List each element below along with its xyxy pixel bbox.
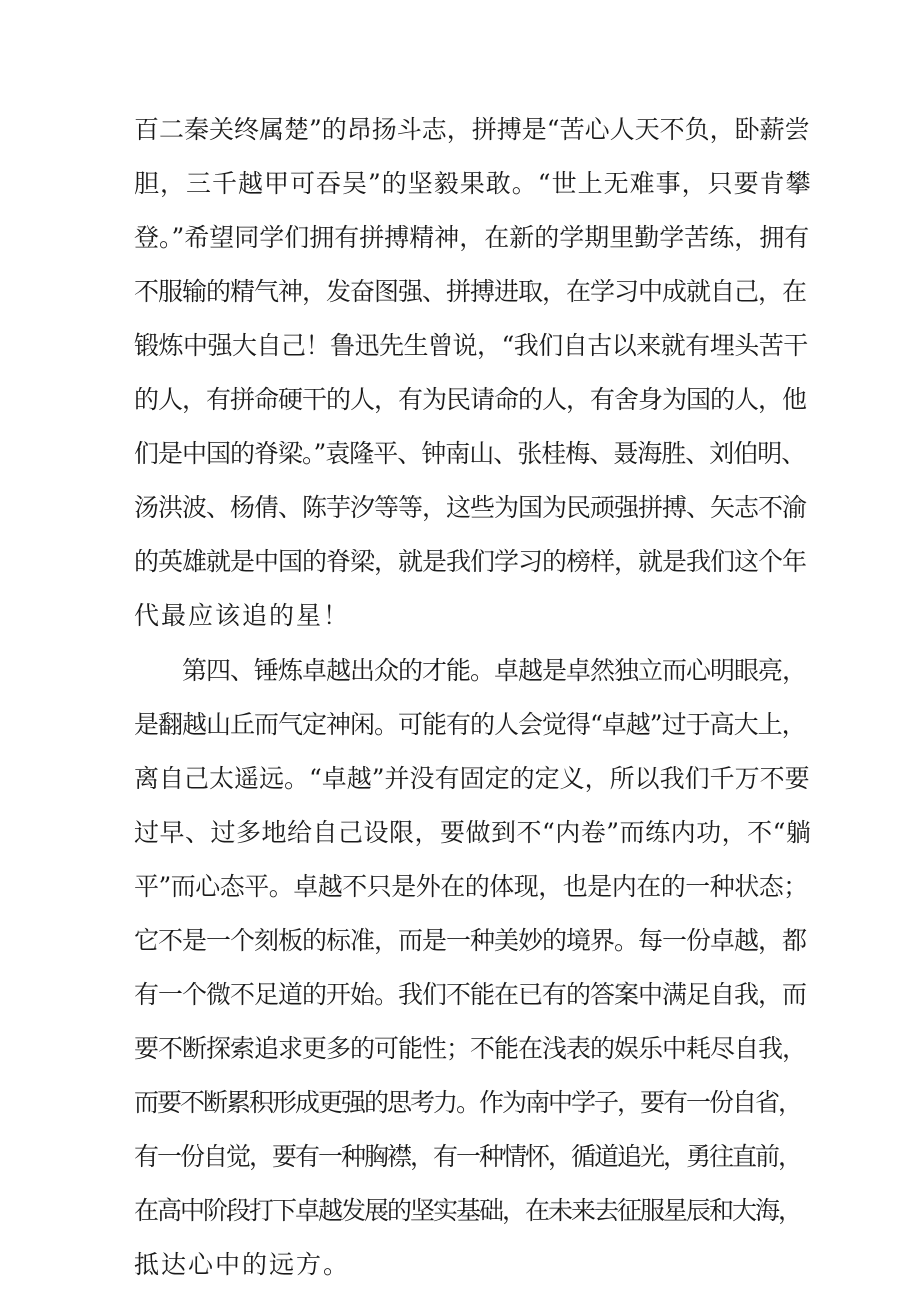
paragraph-2-line-7: 有一个微不足道的开始。我们不能在已有的答案中满足自我，而 (134, 980, 807, 1009)
paragraph-1-line-3: 登。”希望同学们拥有拼搏精神，在新的学期里勤学苦练，拥有 (134, 223, 810, 252)
paragraph-2-line-10: 有一份自觉，要有一种胸襟，有一种情怀，循道追光，勇往直前， (134, 1142, 802, 1171)
paragraph-2-line-11: 在高中阶段打下卓越发展的坚实基础，在未来去征服星辰和大海， (134, 1196, 802, 1225)
paragraph-1-line-5: 锻炼中强大自己！鲁迅先生曾说，“我们自古以来就有埋头苦干 (134, 331, 808, 360)
paragraph-2-line-9: 而要不断累积形成更强的思考力。作为南中学子，要有一份自省， (134, 1088, 802, 1117)
paragraph-1-line-2: 胆，三千越甲可吞吴”的坚毅果敢。“世上无难事，只要肯攀 (134, 169, 812, 198)
paragraph-2-line-3: 离自己太遥远。“卓越”并没有固定的定义，所以我们千万不要 (134, 764, 810, 793)
paragraph-2-line-12: 抵达心中的远方。 (134, 1250, 351, 1279)
paragraph-1-line-10: 代最应该追的星！ (134, 601, 351, 630)
paragraph-1-line-4: 不服输的精气神，发奋图强、拼搏进取，在学习中成就自己，在 (134, 277, 807, 306)
paragraph-2-line-5: 平”而心态平。卓越不只是外在的体现，也是内在的一种状态； (134, 872, 808, 901)
paragraph-1-line-6: 的人，有拼命硬干的人，有为民请命的人，有舍身为国的人，他 (134, 385, 807, 414)
paragraph-1-line-7: 们是中国的脊梁。”袁隆平、钟南山、张桂梅、聂海胜、刘伯明、 (134, 439, 806, 468)
paragraph-1-line-8: 汤洪波、杨倩、陈芋汐等等，这些为国为民顽强拼搏、矢志不渝 (134, 493, 807, 522)
paragraph-1-line-1: 百二秦关终属楚”的昂扬斗志，拼搏是“苦心人天不负，卧薪尝 (134, 115, 810, 144)
paragraph-2-line-2: 是翻越山丘而气定神闲。可能有的人会觉得“卓越”过于高大上， (134, 710, 806, 739)
paragraph-2-line-6: 它不是一个刻板的标准，而是一种美妙的境界。每一份卓越，都 (134, 926, 807, 955)
paragraph-2-line-8: 要不断探索追求更多的可能性；不能在浅表的娱乐中耗尽自我， (134, 1034, 807, 1063)
paragraph-2-line-4: 过早、过多地给自己设限，要做到不“内卷”而练内功，不“躺 (134, 818, 812, 847)
paragraph-1-line-9: 的英雄就是中国的脊梁，就是我们学习的榜样，就是我们这个年 (134, 547, 807, 576)
paragraph-2-line-1: 第四、锤炼卓越出众的才能。卓越是卓然独立而心明眼亮， (182, 656, 807, 685)
